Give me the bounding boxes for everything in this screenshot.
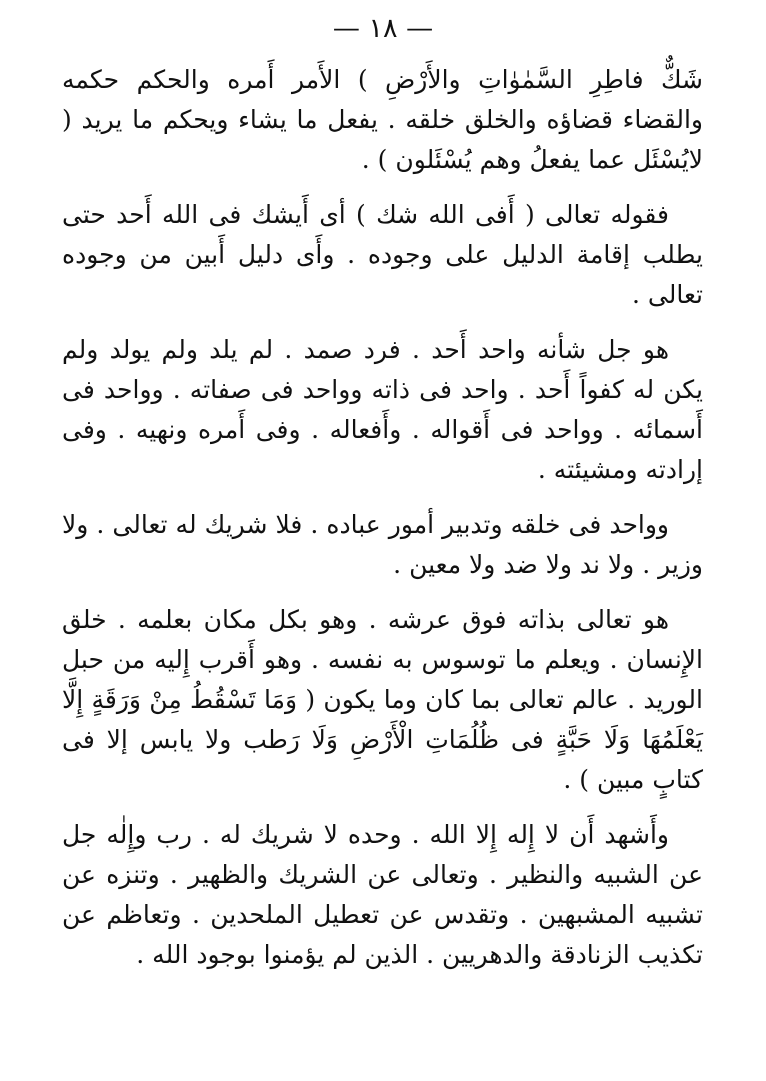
paragraph-6: وأَشهد أَن لا إِله إِلا الله . وحده لا شريك له . رب وإِلٰه جل عن الشبيه والنظير . وتعالى عن الشريك والظهير . وتنزه عن تشبيه المشبهين . وتقدس عن تعطيل الملحدين . وتعاظم عن تكذيب الزنادقة والدهريين . الذين لم يؤمنوا بوجود الله . [62,820,703,969]
paragraph-1: شَكٌّ فاطِرِ السَّمٰوٰاتِ والأَرْضِ ) الأَمر أَمره والحكم حكمه والقضاء قضاؤه والخلق خلقه . يفعل ما يشاء ويحكم ما يريد ( لايُسْئَل عما يفعلُ وهم يُسْئَلون ) . [62,65,703,174]
body-text [62,60,703,975]
paragraph-3: هو جل شأنه واحد أَحد . فرد صمد . لم يلد ولم يولد ولم يكن له كفواً أَحد . واحد فى ذاته وواحد فى صفاته . وواحد فى أَسمائه . وواحد فى أَقواله . وأَفعاله . وفى أَمره ونهيه . وفى إرادته ومشيئته . [62,335,703,484]
page-number: — ١٨ — [332,13,434,44]
paragraph-5: هو تعالى بذاته فوق عرشه . وهو بكل مكان بعلمه . خلق الإِنسان . ويعلم ما توسوس به نفسه . وهو أَقرب إِليه من حبل الوريد . عالم تعالى بما كان وما يكون ( وَمَا تَسْقُطُ مِنْ وَرَقَةٍ إِلَّا يَعْلَمُهَا وَلَا حَبَّةٍ فى ظُلُمَاتِ الْأَرْضِ وَلَا رَطب ولا يابس إلا فى كتابٍ مبين ) . [62,605,703,794]
paragraph-4: وواحد فى خلقه وتدبير أمور عباده . فلا شريك له تعالى . ولا وزير . ولا ند ولا ضد ولا معين . [62,510,703,579]
paragraph-2: فقوله تعالى ( أَفى الله شك ) أى أَيشك فى الله أَحد حتى يطلب إقامة الدليل على وجوده . وأَى دليل أَبين من وجوده تعالى . [62,200,703,309]
